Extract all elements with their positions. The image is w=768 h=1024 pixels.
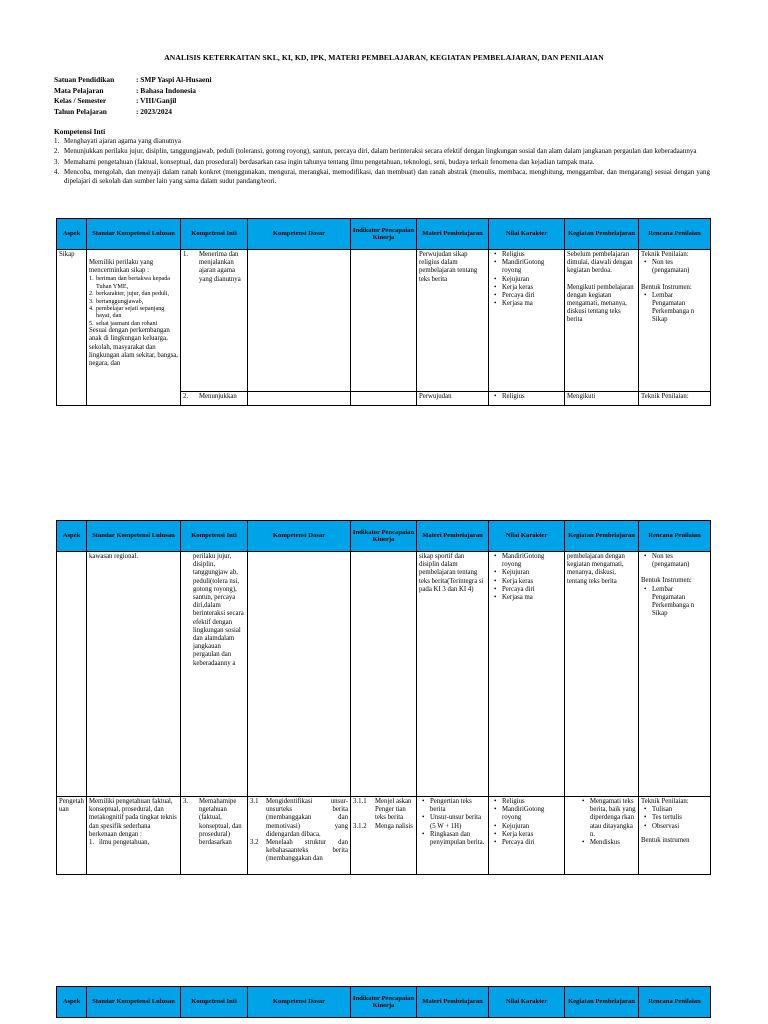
header-penilaian: Rencana Penilaian bbox=[639, 521, 711, 552]
document-title: ANALISIS KETERKAITAN SKL, KI, KD, IPK, MATERI PEMBELAJARAN, KEGIATAN PEMBELAJARAN, DAN PENILAIAN bbox=[164, 53, 604, 62]
kd-number: 3.2 bbox=[250, 839, 259, 847]
header-skl: Standar Kompetensi Lulusan bbox=[87, 219, 181, 250]
ki-item bbox=[54, 158, 710, 166]
list-item bbox=[89, 275, 178, 290]
teknik-penilaian-title: Teknik Penilaian: bbox=[641, 251, 689, 258]
list-number: 5. bbox=[89, 319, 94, 327]
kegiatan-cell bbox=[565, 797, 639, 875]
ki-text: Memahami pengetahuan (faktual, konseptual, dan prosedural) berdasarkan rasa ingin tahunya tentang ilmu pengetahuan, teknologi, seni, budaya terkait fenomena dan kejadian tampak mata. bbox=[64, 157, 595, 166]
identity-value: : SMP Yaspi Al-Husaeni bbox=[136, 75, 212, 84]
ki-text: Memahamipe ngetahuan (faktual, konseptual, dan prosedural) berdasarkan bbox=[199, 798, 242, 847]
list-item: • Mendiskus bbox=[579, 839, 636, 847]
header-ki: Kompetensi Inti bbox=[181, 987, 248, 1018]
list-item bbox=[89, 298, 178, 305]
ipk-cell bbox=[351, 797, 417, 875]
list-item: • Unsur-unsur berita (5 W + 1H) bbox=[419, 814, 486, 830]
materi-cell: Perwujudan bbox=[417, 392, 489, 406]
header-nilai: Nilai Karakter bbox=[489, 521, 565, 552]
list-item: • Mengamati teks berita, baik yang diperdenga rkan atau ditayangka n. bbox=[579, 798, 636, 839]
ipk-text: Menjel askan Penger tian teks berita bbox=[375, 798, 412, 822]
materi-cell bbox=[417, 797, 489, 875]
list-item: • Tes tertulis bbox=[641, 814, 708, 822]
nilai-list bbox=[491, 553, 562, 602]
kegiatan-cell: Mengikuti bbox=[565, 392, 639, 406]
identity-value: : VIII/Ganjil bbox=[136, 96, 177, 105]
header-kd: Kompetensi Dasar bbox=[248, 987, 351, 1018]
header-aspek: Aspek bbox=[57, 521, 87, 552]
table-header-row bbox=[57, 987, 711, 1018]
ki-text: Menghayati ajaran agama yang dianutnya bbox=[64, 137, 182, 145]
header-materi: Materi Pembelajaran bbox=[417, 219, 489, 250]
kompetensi-inti-title: Kompetensi Inti bbox=[54, 127, 106, 136]
kd-item bbox=[250, 839, 348, 864]
nilai-list bbox=[491, 251, 562, 308]
kegiatan-list bbox=[567, 798, 636, 847]
ipk-cell bbox=[351, 392, 417, 406]
skl-cell: kawasan regional. bbox=[87, 552, 181, 797]
list-item: • Kejujuran bbox=[491, 823, 562, 831]
penilaian-cell bbox=[639, 552, 711, 797]
identity-label: Satuan Pendidikan bbox=[54, 75, 115, 84]
identity-label: Kelas / Semester bbox=[54, 96, 107, 105]
ki-number: 4. bbox=[54, 168, 60, 177]
list-text: sehat jasmani dan rohani bbox=[96, 319, 158, 327]
bentuk-instrumen-title: Bentuk Instrumen: bbox=[641, 577, 692, 585]
header-materi: Materi Pembelajaran bbox=[417, 987, 489, 1018]
materi-cell: Perwujudan sikap religius dalam pembelajaran tentang teks berita bbox=[417, 250, 489, 392]
list-text: berkarakter, jujur, dan peduli, bbox=[96, 290, 170, 298]
kegiatan-text-2: Mengikuti pembelajaran dengan kegiatan mengamati, menanya, diskusi tentang teks berita bbox=[567, 283, 634, 324]
identity-value: : 2023/2024 bbox=[136, 106, 172, 116]
list-item: • Kerjasa ma bbox=[491, 300, 562, 308]
header-nilai: Nilai Karakter bbox=[489, 219, 565, 250]
ki-text: perilaku jujur, disiplin, tanggungjaw ab, peduli(tolera nsi, gotong royong), santun, percaya diri,dalam berinteraksi secara efektif dengan lingkungan sosial dan alamdalam jangkauan pergaulan dan keberadaanny a bbox=[193, 553, 244, 667]
list-item: • Kerja keras bbox=[491, 284, 562, 292]
ipk-item bbox=[353, 823, 414, 831]
ki-cell bbox=[181, 552, 248, 797]
list-item: • Observasi bbox=[641, 823, 708, 831]
list-item: • Tulisan bbox=[641, 806, 708, 814]
header-ipk: Indikator Pencapaian Kinerja bbox=[351, 987, 417, 1018]
list-item: • Kejujuran bbox=[491, 569, 562, 577]
list-item: • Non tes (pengamatan) bbox=[641, 553, 708, 569]
aspek-cell: Pengetahuan bbox=[57, 797, 87, 875]
skl-text: Memiliki pengetahuan faktual, konseptual, prosedural, dan metakognitif pada tingkat teknis dan spesifik sederhana berkenaan dengan : bbox=[89, 798, 177, 838]
list-item bbox=[89, 320, 178, 327]
header-kegiatan: Kegiatan Pembelajaran bbox=[565, 521, 639, 552]
identity-block bbox=[54, 75, 212, 117]
list-item: • Percaya diri bbox=[491, 586, 562, 594]
ki-text: Mencoba, mengolah, dan menyaji dalam ranah konkret (menggunakan, mengurai, merangkai, memodifikasi, dan membuat) dan ranah abstrak (menulis, membaca, menghitung, menggambar, dan mengarang) sesuai dengan yang dipelajari di sekolah dan sumber lain yang sama dalam sudut pandang/teori. bbox=[64, 168, 710, 185]
header-kd: Kompetensi Dasar bbox=[248, 219, 351, 250]
list-number: 3. bbox=[89, 297, 94, 305]
list-item: • Ringkasan dan penyimpulan berita. bbox=[419, 831, 486, 847]
table-header-row bbox=[57, 521, 711, 552]
list-item: • Religius bbox=[491, 798, 562, 806]
list-item: • Percaya diri bbox=[491, 292, 562, 300]
skl-intro: Memiliki perilaku yang mencerminkan sikap : bbox=[89, 259, 154, 275]
ipk-number: 3.1.2 bbox=[353, 822, 367, 830]
skl-continued: Sesuai dengan perkembangan anak di lingkungan keluarga, sekolah, masyarakat dan lingkungan alam sekitar, bangsa, negara, dan bbox=[89, 327, 179, 368]
list-number: 1. bbox=[89, 275, 94, 283]
ki-number: 3. bbox=[183, 798, 189, 805]
bentuk-instrumen-title: Bentuk instrumen bbox=[641, 836, 690, 844]
list-item: • Kerja keras bbox=[491, 578, 562, 586]
list-item: • MandiriGotong royong bbox=[491, 259, 562, 275]
ki-text: Menunjukkan perilaku jujur, disiplin, tanggungjawab, peduli (toleransi, gotong royong), santun, percaya diri, dalam berinteraksi secara efektif dengan lingkungan sosial dan alam dalam jangkauan pergaulan dan keberadaannya bbox=[64, 147, 697, 156]
bentuk-instrumen-list bbox=[641, 292, 708, 325]
ki-text: Menunjukkan bbox=[199, 393, 237, 400]
identity-label: Mata Pelajaran bbox=[54, 85, 104, 95]
header-skl: Standar Kompetensi Lulusan bbox=[87, 987, 181, 1018]
ki-item bbox=[54, 147, 710, 155]
header-ipk: Indikator Pencapaian Kinerja bbox=[351, 521, 417, 552]
nilai-cell bbox=[489, 392, 565, 406]
list-text: bertanggungjawab, bbox=[96, 297, 144, 305]
list-item: • Kejujuran bbox=[491, 276, 562, 284]
kd-item bbox=[250, 798, 348, 839]
list-item: • MandiriGotong royong bbox=[491, 553, 562, 569]
ki-number: 1. bbox=[54, 137, 60, 145]
header-ipk: Indikator Pencapaian Kinerja bbox=[351, 219, 417, 250]
aspek-cell bbox=[57, 552, 87, 797]
bentuk-instrumen-title: Bentuk Instrumen: bbox=[641, 283, 692, 291]
list-text: beriman dan bertakwa kepada Tuhan YME, bbox=[96, 275, 171, 290]
teknik-penilaian-title: Teknik Penilaian: bbox=[641, 798, 689, 805]
ki-cell bbox=[181, 250, 248, 392]
teknik-penilaian-list bbox=[641, 553, 708, 569]
ki-number: 2. bbox=[54, 147, 60, 156]
list-text: ilmu pengetahuan, bbox=[99, 839, 150, 847]
kd-text: Menelaah struktur dan kebahasaanteks berita (membanggakan dan bbox=[266, 839, 348, 863]
header-aspek: Aspek bbox=[57, 987, 87, 1018]
nilai-list bbox=[491, 393, 562, 401]
ki-cell bbox=[181, 797, 248, 875]
header-skl: Standar Kompetensi Lulusan bbox=[87, 521, 181, 552]
ipk-item bbox=[353, 798, 414, 823]
header-penilaian: Rencana Penilaian bbox=[639, 219, 711, 250]
header-materi: Materi Pembelajaran bbox=[417, 521, 489, 552]
list-item: • Lembar Pengamatan Perkembanga n Sikap bbox=[641, 292, 708, 325]
skl-list bbox=[89, 275, 178, 327]
teknik-penilaian-list bbox=[641, 259, 708, 275]
ipk-cell bbox=[351, 250, 417, 392]
ki-number: 3. bbox=[54, 157, 60, 166]
ki-number: 2. bbox=[183, 393, 189, 400]
teknik-penilaian-list bbox=[641, 806, 708, 831]
table-row bbox=[57, 250, 711, 392]
ipk-number: 3.1.1 bbox=[353, 798, 367, 805]
ki-text: Menerima dan menjalankan ajaran agama yang dianutnya bbox=[199, 251, 241, 283]
kegiatan-text: Sebelum pembelajaran dimulai, diawali dengan kegiatan berdoa. bbox=[567, 251, 633, 275]
table-row bbox=[57, 552, 711, 797]
list-item: • Kerja keras bbox=[491, 831, 562, 839]
ki-item bbox=[54, 137, 710, 145]
aspek-cell: Sikap bbox=[57, 250, 87, 406]
ipk-cell bbox=[351, 552, 417, 797]
list-item bbox=[89, 305, 178, 320]
list-item: • Non tes (pengamatan) bbox=[641, 259, 708, 275]
list-item: • MandiriGotong royong bbox=[491, 806, 562, 822]
kd-cell bbox=[248, 392, 351, 406]
ipk-text: Menga nalisis bbox=[375, 822, 413, 830]
list-item: • Lembar Pengamatan Perkembanga n Sikap bbox=[641, 586, 708, 619]
analysis-table-page-3 bbox=[56, 986, 711, 1018]
kegiatan-cell bbox=[565, 250, 639, 392]
nilai-cell bbox=[489, 797, 565, 875]
header-kd: Kompetensi Dasar bbox=[248, 521, 351, 552]
ki-cell bbox=[181, 392, 248, 406]
list-item bbox=[89, 290, 178, 297]
materi-cell: sikap sportif dan disiplin dalam pembelajaran tentang teks berita(Terintegra si pada KI 3 dan KI 4) bbox=[417, 552, 489, 797]
bentuk-instrumen-list bbox=[641, 586, 708, 619]
list-number: 2. bbox=[89, 290, 94, 298]
penilaian-cell: Teknik Penilaian: bbox=[639, 392, 711, 406]
header-ki: Kompetensi Inti bbox=[181, 219, 248, 250]
ki-number: 1. bbox=[183, 251, 189, 258]
penilaian-cell bbox=[639, 797, 711, 875]
kd-cell bbox=[248, 250, 351, 392]
header-nilai: Nilai Karakter bbox=[489, 987, 565, 1018]
kd-cell bbox=[248, 797, 351, 875]
header-kegiatan: Kegiatan Pembelajaran bbox=[565, 987, 639, 1018]
header-ki: Kompetensi Inti bbox=[181, 521, 248, 552]
header-kegiatan: Kegiatan Pembelajaran bbox=[565, 219, 639, 250]
list-item: • Religius bbox=[491, 393, 562, 401]
kegiatan-cell: pembelajaran dengan kegiatan mengamati, menanya, diskusi, tentang teks berita bbox=[565, 552, 639, 797]
skl-cell bbox=[87, 250, 181, 406]
identity-value: : Bahasa Indonesia bbox=[136, 85, 196, 95]
skl-cell bbox=[87, 797, 181, 875]
nilai-cell bbox=[489, 552, 565, 797]
analysis-table-page-2 bbox=[56, 520, 711, 875]
kd-cell bbox=[248, 552, 351, 797]
header-penilaian: Rencana Penilaian bbox=[639, 987, 711, 1018]
identity-label: Tahun Pelajaran bbox=[54, 106, 107, 116]
list-item: • Pengertian teks berita bbox=[419, 798, 486, 814]
list-item: • Kerjasa ma bbox=[491, 594, 562, 602]
analysis-table-page-1 bbox=[56, 218, 711, 406]
kd-text: Mengidentifikasi unsur-unsurteks berita (membanggakan dan memotivasi) yang didengardan dibaca. bbox=[266, 798, 348, 838]
table-row bbox=[57, 797, 711, 875]
kompetensi-inti-list bbox=[54, 137, 710, 187]
table-header-row bbox=[57, 219, 711, 250]
list-item: • Religius bbox=[491, 251, 562, 259]
materi-list bbox=[419, 798, 486, 847]
ki-item bbox=[54, 168, 710, 185]
kd-number: 3.1 bbox=[250, 798, 259, 805]
penilaian-cell bbox=[639, 250, 711, 392]
list-number: 4. bbox=[89, 305, 94, 313]
nilai-cell bbox=[489, 250, 565, 392]
list-number: 1. bbox=[89, 839, 95, 847]
header-aspek: Aspek bbox=[57, 219, 87, 250]
list-text: pembelajar sejati sepanjang hayat, dan bbox=[96, 305, 165, 320]
nilai-list bbox=[491, 798, 562, 847]
list-item: • Percaya diri bbox=[491, 839, 562, 847]
